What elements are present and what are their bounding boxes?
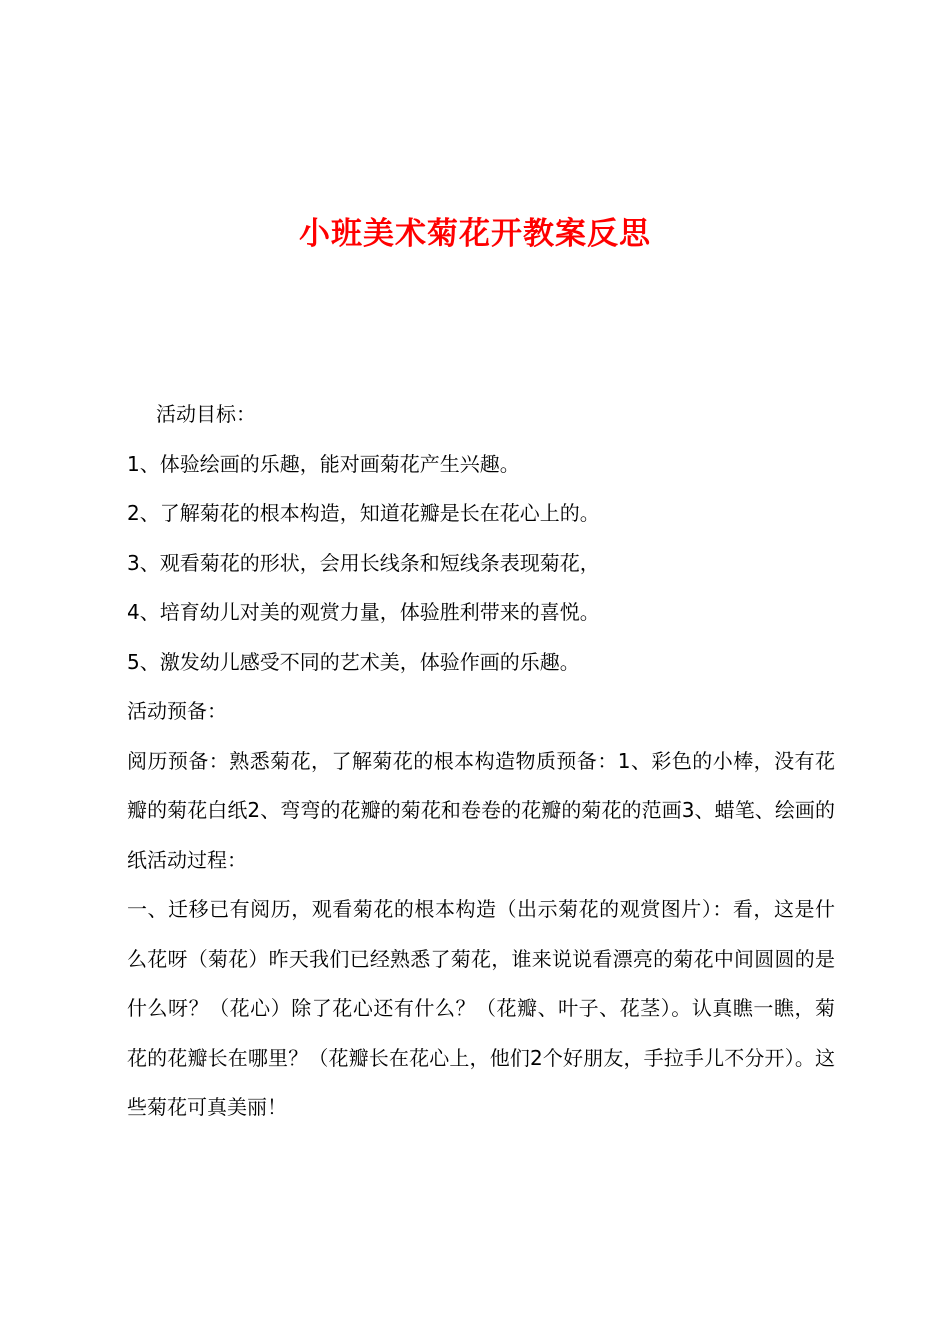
list-item: 5、激发幼儿感受不同的艺术美，体验作画的乐趣。 [127,649,580,674]
document-body [127,390,835,1133]
paragraph-process: 一、迁移已有阅历，观看菊花的根本构造（出示菊花的观赏图片）：看，这是什么花呀（菊花）昨天我们已经熟悉了菊花，谁来说说看漂亮的菊花中间圆圆的是什么呀？（花心）除了花心还有什么？（花瓣、叶子、花茎）。认真瞧一瞧，菊花的花瓣长在哪里？（花瓣长在花心上，他们2个好朋友，手拉手儿不分开）。这些菊花可真美丽！ [127,897,835,1119]
paragraph-preparation: 阅历预备：熟悉菊花，了解菊花的根本构造物质预备：1、彩色的小棒，没有花瓣的菊花白纸2、弯弯的花瓣的菊花和卷卷的花瓣的菊花的范画3、蜡笔、绘画的纸活动过程： [127,748,835,872]
list-item: 2、了解菊花的根本构造，知道花瓣是长在花心上的。 [127,501,600,525]
list-item: 3、观看菊花的形状，会用长线条和短线条表现菊花， [127,550,600,575]
section-heading-preparation: 活动预备： [127,699,227,723]
list-item: 1、体验绘画的乐趣，能对画菊花产生兴趣。 [127,451,520,476]
list-item: 4、培育幼儿对美的观赏力量，体验胜利带来的喜悦。 [127,600,600,624]
document-title: 小班美术菊花开教案反思 [299,216,651,252]
section-heading-goals: 活动目标： [156,402,256,426]
